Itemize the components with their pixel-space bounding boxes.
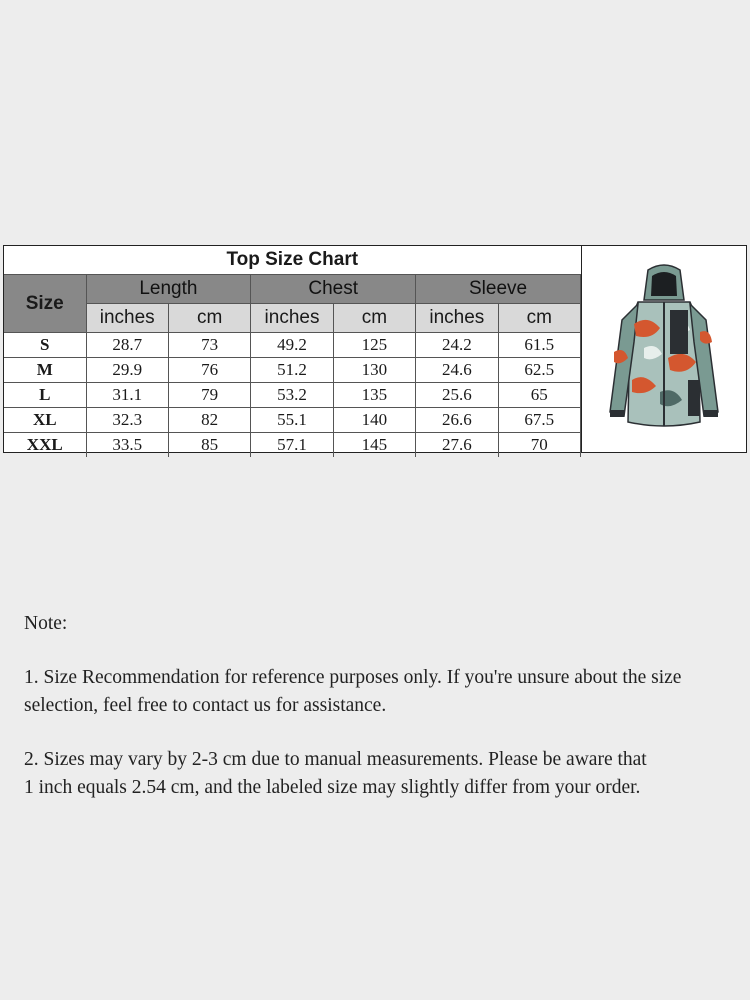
value-cell: 67.5 <box>498 408 580 433</box>
value-cell: 29.9 <box>86 358 168 383</box>
value-cell: 62.5 <box>498 358 580 383</box>
size-cell: XL <box>4 408 86 433</box>
size-cell: S <box>4 333 86 358</box>
unit-header: inches <box>86 304 168 333</box>
value-cell: 55.1 <box>251 408 333 433</box>
value-cell: 140 <box>333 408 415 433</box>
unit-header: cm <box>333 304 415 333</box>
value-cell: 26.6 <box>416 408 498 433</box>
size-cell: L <box>4 383 86 408</box>
notes-section <box>24 610 734 802</box>
notes-heading: Note: <box>24 613 68 634</box>
unit-header: inches <box>251 304 333 333</box>
note-item-1-line-1: 1. Size Recommendation for reference purposes only. If you're unsure about the size <box>24 667 682 688</box>
group-header-chest: Chest <box>251 275 416 304</box>
value-cell: 33.5 <box>86 433 168 458</box>
table-row <box>4 333 581 358</box>
value-cell: 53.2 <box>251 383 333 408</box>
value-cell: 24.6 <box>416 358 498 383</box>
unit-header: cm <box>498 304 580 333</box>
value-cell: 61.5 <box>498 333 580 358</box>
value-cell: 85 <box>168 433 250 458</box>
jacket-icon <box>604 262 724 437</box>
value-cell: 135 <box>333 383 415 408</box>
note-item-2-line-2: 1 inch equals 2.54 cm, and the labeled size may slightly differ from your order. <box>24 777 641 798</box>
value-cell: 24.2 <box>416 333 498 358</box>
value-cell: 73 <box>168 333 250 358</box>
value-cell: 82 <box>168 408 250 433</box>
table-row <box>4 433 581 458</box>
value-cell: 28.7 <box>86 333 168 358</box>
size-chart <box>3 245 747 453</box>
value-cell: 49.2 <box>251 333 333 358</box>
unit-header: inches <box>416 304 498 333</box>
size-column-header: Size <box>4 275 86 333</box>
value-cell: 76 <box>168 358 250 383</box>
group-header-sleeve: Sleeve <box>416 275 581 304</box>
table-row <box>4 408 581 433</box>
product-image <box>582 246 746 452</box>
value-cell: 70 <box>498 433 580 458</box>
value-cell: 25.6 <box>416 383 498 408</box>
size-table-area <box>4 246 582 452</box>
value-cell: 79 <box>168 383 250 408</box>
value-cell: 51.2 <box>251 358 333 383</box>
table-title: Top Size Chart <box>4 246 581 275</box>
value-cell: 32.3 <box>86 408 168 433</box>
group-header-length: Length <box>86 275 251 304</box>
value-cell: 145 <box>333 433 415 458</box>
value-cell: 65 <box>498 383 580 408</box>
value-cell: 31.1 <box>86 383 168 408</box>
table-row <box>4 358 581 383</box>
size-cell: XXL <box>4 433 86 458</box>
note-item-1-line-2: selection, feel free to contact us for assistance. <box>24 695 387 716</box>
note-item-2-line-1: 2. Sizes may vary by 2-3 cm due to manual measurements. Please be aware that <box>24 749 647 770</box>
value-cell: 130 <box>333 358 415 383</box>
value-cell: 57.1 <box>251 433 333 458</box>
size-cell: M <box>4 358 86 383</box>
table-row <box>4 383 581 408</box>
value-cell: 125 <box>333 333 415 358</box>
value-cell: 27.6 <box>416 433 498 458</box>
unit-header: cm <box>168 304 250 333</box>
size-table <box>4 246 581 457</box>
